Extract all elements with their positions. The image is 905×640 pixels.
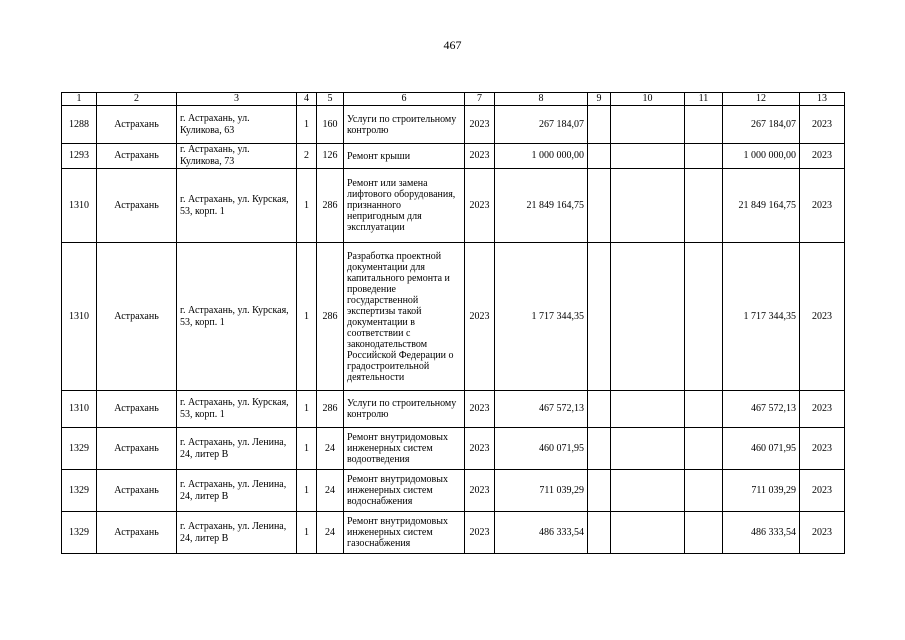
col5-cell: 286	[317, 169, 344, 243]
year-cell: 2023	[465, 144, 495, 169]
col9-cell	[588, 391, 611, 428]
completion-year-cell: 2023	[800, 428, 845, 470]
address-cell: г. Астрахань, ул. Куликова, 73	[177, 144, 297, 169]
year-cell: 2023	[465, 428, 495, 470]
col9-cell	[588, 428, 611, 470]
col10-cell	[611, 391, 685, 428]
house-id-cell: 1310	[62, 169, 97, 243]
address-cell: г. Астрахань, ул. Ленина, 24, литер В	[177, 470, 297, 512]
col9-cell	[588, 470, 611, 512]
cost-cell: 1 000 000,00	[495, 144, 588, 169]
column-header: 4	[297, 93, 317, 106]
year-cell: 2023	[465, 512, 495, 554]
table-row	[62, 144, 845, 169]
work-type-cell: Разработка проектной документации для капитального ремонта и проведение государственной экспертизы такой документации в соответствии с законодательством Российской Федерации о градостроительной деятельности	[344, 243, 465, 391]
year-cell: 2023	[465, 470, 495, 512]
column-header: 7	[465, 93, 495, 106]
total-cost-cell: 460 071,95	[723, 428, 800, 470]
total-cost-cell: 486 333,54	[723, 512, 800, 554]
municipality-cell: Астрахань	[97, 169, 177, 243]
column-header: 9	[588, 93, 611, 106]
column-header: 12	[723, 93, 800, 106]
house-id-cell: 1329	[62, 470, 97, 512]
table-row	[62, 512, 845, 554]
col9-cell	[588, 106, 611, 144]
col10-cell	[611, 144, 685, 169]
house-id-cell: 1288	[62, 106, 97, 144]
work-type-cell: Ремонт внутридомовых инженерных систем водоснабжения	[344, 470, 465, 512]
completion-year-cell: 2023	[800, 391, 845, 428]
col11-cell	[685, 243, 723, 391]
municipality-cell: Астрахань	[97, 144, 177, 169]
year-cell: 2023	[465, 106, 495, 144]
col10-cell	[611, 428, 685, 470]
column-header: 6	[344, 93, 465, 106]
col4-cell: 1	[297, 243, 317, 391]
col5-cell: 126	[317, 144, 344, 169]
work-type-cell: Ремонт или замена лифтового оборудования, признанного непригодным для эксплуатации	[344, 169, 465, 243]
col10-cell	[611, 169, 685, 243]
column-header: 3	[177, 93, 297, 106]
house-id-cell: 1329	[62, 428, 97, 470]
col5-cell: 160	[317, 106, 344, 144]
year-cell: 2023	[465, 243, 495, 391]
column-header: 1	[62, 93, 97, 106]
work-type-cell: Ремонт внутридомовых инженерных систем водоотведения	[344, 428, 465, 470]
work-type-cell: Услуги по строительному контролю	[344, 106, 465, 144]
total-cost-cell: 1 717 344,35	[723, 243, 800, 391]
municipality-cell: Астрахань	[97, 243, 177, 391]
col5-cell: 286	[317, 391, 344, 428]
cost-cell: 460 071,95	[495, 428, 588, 470]
address-cell: г. Астрахань, ул. Курская, 53, корп. 1	[177, 169, 297, 243]
house-id-cell: 1293	[62, 144, 97, 169]
col10-cell	[611, 243, 685, 391]
work-type-cell: Услуги по строительному контролю	[344, 391, 465, 428]
column-header: 2	[97, 93, 177, 106]
table-row	[62, 106, 845, 144]
col9-cell	[588, 243, 611, 391]
col5-cell: 24	[317, 470, 344, 512]
column-header: 10	[611, 93, 685, 106]
col5-cell: 286	[317, 243, 344, 391]
col5-cell: 24	[317, 428, 344, 470]
col4-cell: 1	[297, 106, 317, 144]
work-type-cell: Ремонт крыши	[344, 144, 465, 169]
col4-cell: 2	[297, 144, 317, 169]
column-header: 13	[800, 93, 845, 106]
house-id-cell: 1310	[62, 391, 97, 428]
total-cost-cell: 711 039,29	[723, 470, 800, 512]
cost-cell: 21 849 164,75	[495, 169, 588, 243]
completion-year-cell: 2023	[800, 470, 845, 512]
table-row	[62, 391, 845, 428]
house-id-cell: 1329	[62, 512, 97, 554]
col9-cell	[588, 169, 611, 243]
col11-cell	[685, 144, 723, 169]
total-cost-cell: 1 000 000,00	[723, 144, 800, 169]
address-cell: г. Астрахань, ул. Ленина, 24, литер В	[177, 512, 297, 554]
table-row	[62, 428, 845, 470]
completion-year-cell: 2023	[800, 106, 845, 144]
cost-cell: 486 333,54	[495, 512, 588, 554]
col11-cell	[685, 106, 723, 144]
col4-cell: 1	[297, 470, 317, 512]
cost-cell: 1 717 344,35	[495, 243, 588, 391]
total-cost-cell: 467 572,13	[723, 391, 800, 428]
col11-cell	[685, 512, 723, 554]
col10-cell	[611, 106, 685, 144]
col10-cell	[611, 512, 685, 554]
col4-cell: 1	[297, 512, 317, 554]
column-header: 5	[317, 93, 344, 106]
column-number-row	[62, 93, 845, 106]
cost-cell: 711 039,29	[495, 470, 588, 512]
total-cost-cell: 267 184,07	[723, 106, 800, 144]
year-cell: 2023	[465, 391, 495, 428]
register-table	[61, 92, 845, 554]
col11-cell	[685, 391, 723, 428]
col5-cell: 24	[317, 512, 344, 554]
completion-year-cell: 2023	[800, 512, 845, 554]
col4-cell: 1	[297, 169, 317, 243]
address-cell: г. Астрахань, ул. Курская, 53, корп. 1	[177, 243, 297, 391]
municipality-cell: Астрахань	[97, 106, 177, 144]
table-row	[62, 243, 845, 391]
col11-cell	[685, 169, 723, 243]
col11-cell	[685, 470, 723, 512]
col4-cell: 1	[297, 391, 317, 428]
address-cell: г. Астрахань, ул. Ленина, 24, литер В	[177, 428, 297, 470]
completion-year-cell: 2023	[800, 144, 845, 169]
col9-cell	[588, 144, 611, 169]
total-cost-cell: 21 849 164,75	[723, 169, 800, 243]
cost-cell: 267 184,07	[495, 106, 588, 144]
municipality-cell: Астрахань	[97, 512, 177, 554]
work-type-cell: Ремонт внутридомовых инженерных систем газоснабжения	[344, 512, 465, 554]
column-header: 11	[685, 93, 723, 106]
municipality-cell: Астрахань	[97, 470, 177, 512]
table-row	[62, 470, 845, 512]
col4-cell: 1	[297, 428, 317, 470]
address-cell: г. Астрахань, ул. Курская, 53, корп. 1	[177, 391, 297, 428]
col9-cell	[588, 512, 611, 554]
year-cell: 2023	[465, 169, 495, 243]
municipality-cell: Астрахань	[97, 391, 177, 428]
house-id-cell: 1310	[62, 243, 97, 391]
municipality-cell: Астрахань	[97, 428, 177, 470]
completion-year-cell: 2023	[800, 243, 845, 391]
completion-year-cell: 2023	[800, 169, 845, 243]
table-row	[62, 169, 845, 243]
column-header: 8	[495, 93, 588, 106]
address-cell: г. Астрахань, ул. Куликова, 63	[177, 106, 297, 144]
cost-cell: 467 572,13	[495, 391, 588, 428]
page-number: 467	[443, 38, 462, 52]
col11-cell	[685, 428, 723, 470]
col10-cell	[611, 470, 685, 512]
